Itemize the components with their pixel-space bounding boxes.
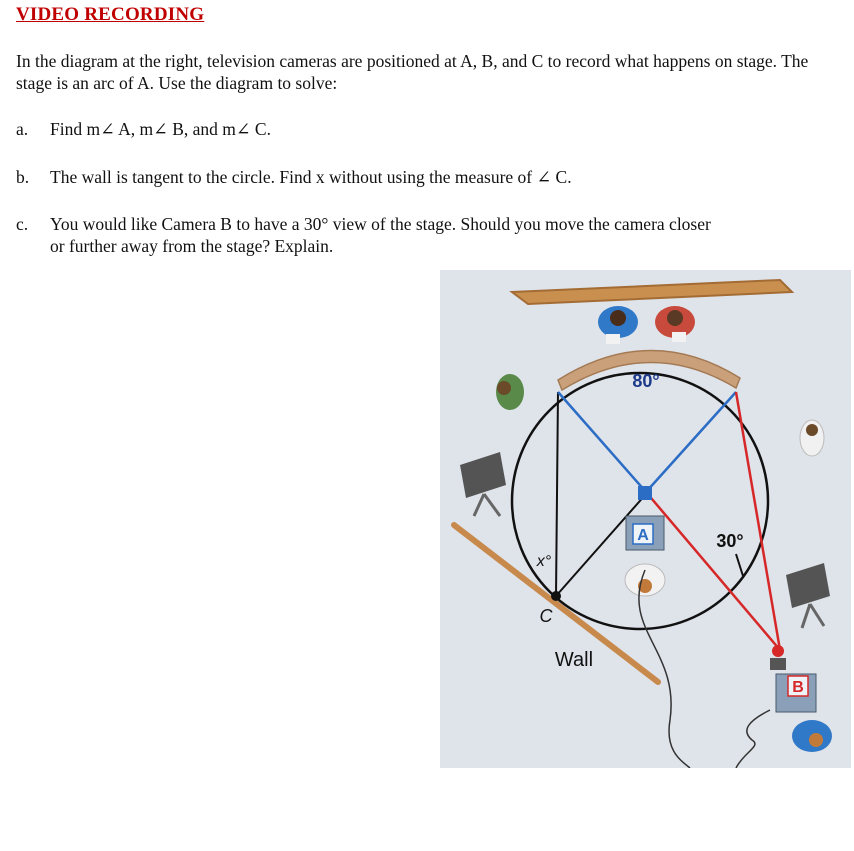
blue-line-right — [646, 392, 736, 492]
top-table — [512, 280, 792, 304]
red-line-right — [736, 392, 780, 650]
audience-person-left — [496, 374, 524, 410]
stage-person-right — [655, 306, 695, 342]
diagram-svg — [440, 270, 851, 768]
wall-label: Wall — [554, 649, 594, 671]
question-text-continued: or further away from the stage? Explain. — [50, 236, 334, 256]
angle-b-pointer — [736, 554, 743, 576]
camera-a-label: A — [637, 527, 649, 544]
question-label: a. — [16, 119, 29, 139]
intro-paragraph: In the diagram at the right, television cameras are positioned at A, B, and C to record what happens on stage. The stage is an arc of A. Use the diagram to solve: — [16, 51, 809, 93]
question-a — [16, 118, 816, 140]
camera-right-equipment — [786, 563, 830, 628]
point-c — [551, 591, 561, 601]
audience-person-right — [800, 420, 824, 456]
camera-a-cable — [639, 570, 690, 768]
angle-b-label: 30° — [716, 531, 744, 551]
question-b — [16, 166, 816, 188]
stage-diagram — [440, 270, 851, 768]
point-c-label: C — [539, 606, 553, 626]
arc-label: 80° — [632, 371, 660, 391]
question-label: b. — [16, 167, 30, 187]
question-label: c. — [16, 214, 29, 234]
page-title: VIDEO RECORDING — [16, 4, 205, 25]
camera-b — [770, 645, 832, 752]
stage-person-left — [598, 306, 638, 344]
x-angle-label: x° — [536, 553, 552, 570]
line-c-left — [556, 392, 558, 596]
blue-line-left — [558, 392, 646, 492]
question-text: The wall is tangent to the circle. Find x without using the measure of ∠ C. — [50, 167, 572, 187]
camera-b-cable — [736, 710, 770, 768]
question-c — [16, 213, 816, 257]
camera-b-label: B — [792, 679, 804, 696]
question-text: Find m∠ A, m∠ B, and m∠ C. — [50, 119, 271, 139]
camera-c-equipment — [460, 452, 506, 516]
question-text: You would like Camera B to have a 30° view of the stage. Should you move the camera closer — [50, 214, 711, 234]
